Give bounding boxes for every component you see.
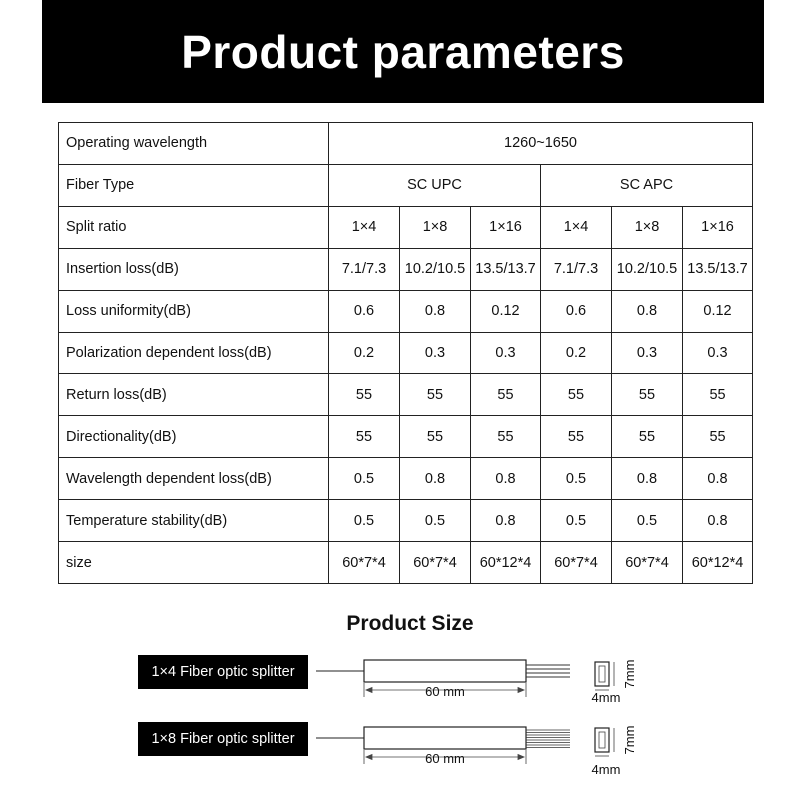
table-cell: 0.3 xyxy=(683,332,753,374)
table-cell: 0.3 xyxy=(400,332,471,374)
width-label: 4mm xyxy=(591,690,621,705)
table-cell: 60*7*4 xyxy=(329,542,400,584)
output-fibers xyxy=(526,665,570,677)
table-cell: 0.8 xyxy=(612,290,683,332)
splitter-1x8-drawing xyxy=(316,726,637,777)
row-label: Split ratio xyxy=(59,206,329,248)
table-cell: 0.8 xyxy=(400,290,471,332)
fiber-type-apc: SC APC xyxy=(541,164,753,206)
table-cell: 55 xyxy=(400,374,471,416)
table-cell: 0.5 xyxy=(329,458,400,500)
table-cell: 0.5 xyxy=(400,500,471,542)
table-cell: 60*12*4 xyxy=(471,542,541,584)
row-label: Return loss(dB) xyxy=(59,374,329,416)
wavelength-value: 1260~1650 xyxy=(329,123,753,165)
table-cell: 55 xyxy=(612,416,683,458)
splitter-body xyxy=(364,660,526,682)
table-cell: 0.6 xyxy=(329,290,400,332)
product-size-title: Product Size xyxy=(346,612,474,635)
table-cell: 60*12*4 xyxy=(683,542,753,584)
splitter-1x4-drawing xyxy=(316,660,637,705)
table-cell: 60*7*4 xyxy=(541,542,612,584)
row-label: Directionality(dB) xyxy=(59,416,329,458)
table-cell: 0.3 xyxy=(612,332,683,374)
splitter-body xyxy=(364,727,526,749)
table-cell: 55 xyxy=(471,416,541,458)
table-cell: 1×4 xyxy=(541,206,612,248)
table-cell: 7.1/7.3 xyxy=(329,248,400,290)
table-cell: 0.8 xyxy=(683,458,753,500)
splitter-label-1x8: 1×8 Fiber optic splitter xyxy=(138,722,308,756)
table-cell: 0.8 xyxy=(400,458,471,500)
table-cell: 60*7*4 xyxy=(612,542,683,584)
table-cell: 55 xyxy=(612,374,683,416)
table-cell: 1×16 xyxy=(683,206,753,248)
cross-section xyxy=(595,662,614,690)
table-cell: 1×8 xyxy=(400,206,471,248)
row-label: Operating wavelength xyxy=(59,123,329,165)
row-label: Fiber Type xyxy=(59,164,329,206)
table-cell: 1×4 xyxy=(329,206,400,248)
table-cell: 55 xyxy=(471,374,541,416)
table-cell: 1×8 xyxy=(612,206,683,248)
table-cell: 55 xyxy=(329,374,400,416)
table-cell: 0.5 xyxy=(541,458,612,500)
cross-section xyxy=(595,728,614,756)
table-cell: 0.2 xyxy=(541,332,612,374)
height-label: 7mm xyxy=(622,725,637,755)
row-label: Loss uniformity(dB) xyxy=(59,290,329,332)
table-cell: 0.2 xyxy=(329,332,400,374)
table-cell: 0.8 xyxy=(471,458,541,500)
table-cell: 55 xyxy=(683,416,753,458)
table-cell: 0.12 xyxy=(683,290,753,332)
table-cell: 7.1/7.3 xyxy=(541,248,612,290)
table-cell: 60*7*4 xyxy=(400,542,471,584)
page-title: Product parameters xyxy=(181,25,625,78)
table-cell: 55 xyxy=(329,416,400,458)
row-label: Insertion loss(dB) xyxy=(59,248,329,290)
table-cell: 0.3 xyxy=(471,332,541,374)
table-cell: 10.2/10.5 xyxy=(400,248,471,290)
length-label: 60 mm xyxy=(425,684,465,699)
table-cell: 0.12 xyxy=(471,290,541,332)
row-label: Polarization dependent loss(dB) xyxy=(59,332,329,374)
row-label: Wavelength dependent loss(dB) xyxy=(59,458,329,500)
width-label: 4mm xyxy=(591,762,621,777)
table-cell: 55 xyxy=(541,374,612,416)
table-cell: 0.5 xyxy=(612,500,683,542)
row-label: size xyxy=(59,542,329,584)
row-label: Temperature stability(dB) xyxy=(59,500,329,542)
table-cell: 0.8 xyxy=(683,500,753,542)
table-cell: 0.5 xyxy=(329,500,400,542)
fiber-type-upc: SC UPC xyxy=(329,164,541,206)
table-cell: 0.5 xyxy=(541,500,612,542)
length-label: 60 mm xyxy=(425,751,465,766)
height-label: 7mm xyxy=(622,659,637,689)
table-cell: 0.6 xyxy=(541,290,612,332)
splitter-label-1x4: 1×4 Fiber optic splitter xyxy=(138,655,308,689)
table-cell: 0.8 xyxy=(612,458,683,500)
table-cell: 0.8 xyxy=(471,500,541,542)
table-cell: 13.5/13.7 xyxy=(683,248,753,290)
table-cell: 55 xyxy=(400,416,471,458)
table-cell: 1×16 xyxy=(471,206,541,248)
output-fibers xyxy=(526,730,570,748)
table-cell: 10.2/10.5 xyxy=(612,248,683,290)
table-cell: 55 xyxy=(683,374,753,416)
table-cell: 13.5/13.7 xyxy=(471,248,541,290)
table-cell: 55 xyxy=(541,416,612,458)
